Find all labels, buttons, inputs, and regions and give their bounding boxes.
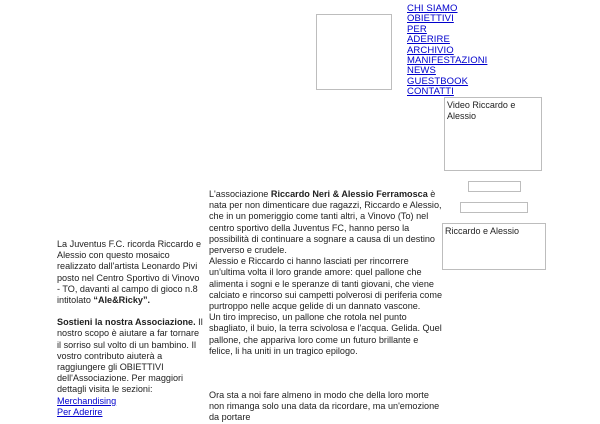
merchandising-link[interactable]: Merchandising (57, 395, 117, 406)
juventus-paragraph (57, 239, 204, 306)
video-box[interactable] (444, 97, 542, 171)
menu-item-obiettivi[interactable]: OBIETTIVI (407, 13, 454, 25)
main-text (209, 189, 442, 424)
per-aderire-link[interactable]: Per Aderire (57, 406, 103, 417)
intro-rest: è nata per non dimenticare due ragazzi, Riccardo e Alessio, che in un pomeriggio come tanti altri, a Vinovo (To) nel centro sportivo della Juventus FC, hanno perso la possibilità di continuare a sognare a causa di un destino perverso e crudele. (209, 189, 442, 256)
association-name: Riccardo Neri & Alessio Ferramosca (270, 189, 428, 199)
photo-box[interactable] (442, 223, 546, 270)
menu-item-manifestazioni[interactable]: MANIFESTAZIONI (407, 55, 488, 67)
support-title: Sostieni la nostra Associazione. (57, 317, 196, 328)
intro-paragraph (209, 189, 442, 256)
menu-item-chi-siamo[interactable]: CHI SIAMO (407, 3, 458, 14)
intro-prefix: L'associazione (209, 189, 271, 199)
support-paragraph (57, 317, 204, 395)
menu-item-aderire[interactable]: ADERIRE (407, 34, 450, 46)
ale-ricky-name: “Ale&Ricky”. (93, 295, 151, 306)
paragraph-2: Alessio e Riccardo ci hanno lasciati per rincorrere un'ultima volta il loro grande amore: quel pallone che alimenta i sogni e le speranze di tanti giovani, che viene calciato e rincorso sui campetti polverosi di periferia come purtroppo nelle acque gelide di un dannato vascone. (209, 256, 443, 312)
small-widget-2 (460, 202, 528, 213)
paragraph-4: Ora sta a noi fare almeno in modo che della loro morte non rimanga solo una data da ricordare, ma un'emozione da portare (209, 390, 440, 423)
main-menu (407, 4, 507, 98)
menu-item-archivio[interactable]: ARCHIVIO (407, 44, 454, 56)
support-text: Il nostro scopo è aiutare a far tornare il sorriso sul volto di un bambino. Il vostro contributo aiuterà a raggiungere gli OBIETTIVI dell'Associazione. Per maggiori dettagli visita le sezioni: (57, 317, 203, 395)
paragraph-3: Un tiro impreciso, un pallone che rotola nel punto sbagliato, il buio, la terra scivolosa e l'acqua. Gelida. Quel pallone, che appariva loro come un futuro brillante e felice, li ha uniti in un tragico epilogo. (209, 312, 442, 356)
juventus-text: La Juventus F.C. ricorda Riccardo e Alessio con questo mosaico realizzato dall'artista Leonardo Pivi posto nel Centro Sportivo di Vinovo - TO, davanti al campo di gioco n.8 intitolato (57, 239, 202, 306)
video-box-label: Video Riccardo e Alessio (447, 100, 516, 121)
photo-box-label: Riccardo e Alessio (445, 226, 520, 236)
left-column (57, 239, 204, 418)
menu-item-news[interactable]: NEWS (407, 65, 436, 77)
menu-item-per[interactable]: PER (407, 23, 427, 35)
menu-item-guestbook[interactable]: GUESTBOOK (407, 75, 469, 87)
menu-item-contatti[interactable]: CONTATTI (407, 86, 454, 98)
small-widget-1 (468, 181, 521, 192)
header-image-placeholder (316, 14, 392, 90)
